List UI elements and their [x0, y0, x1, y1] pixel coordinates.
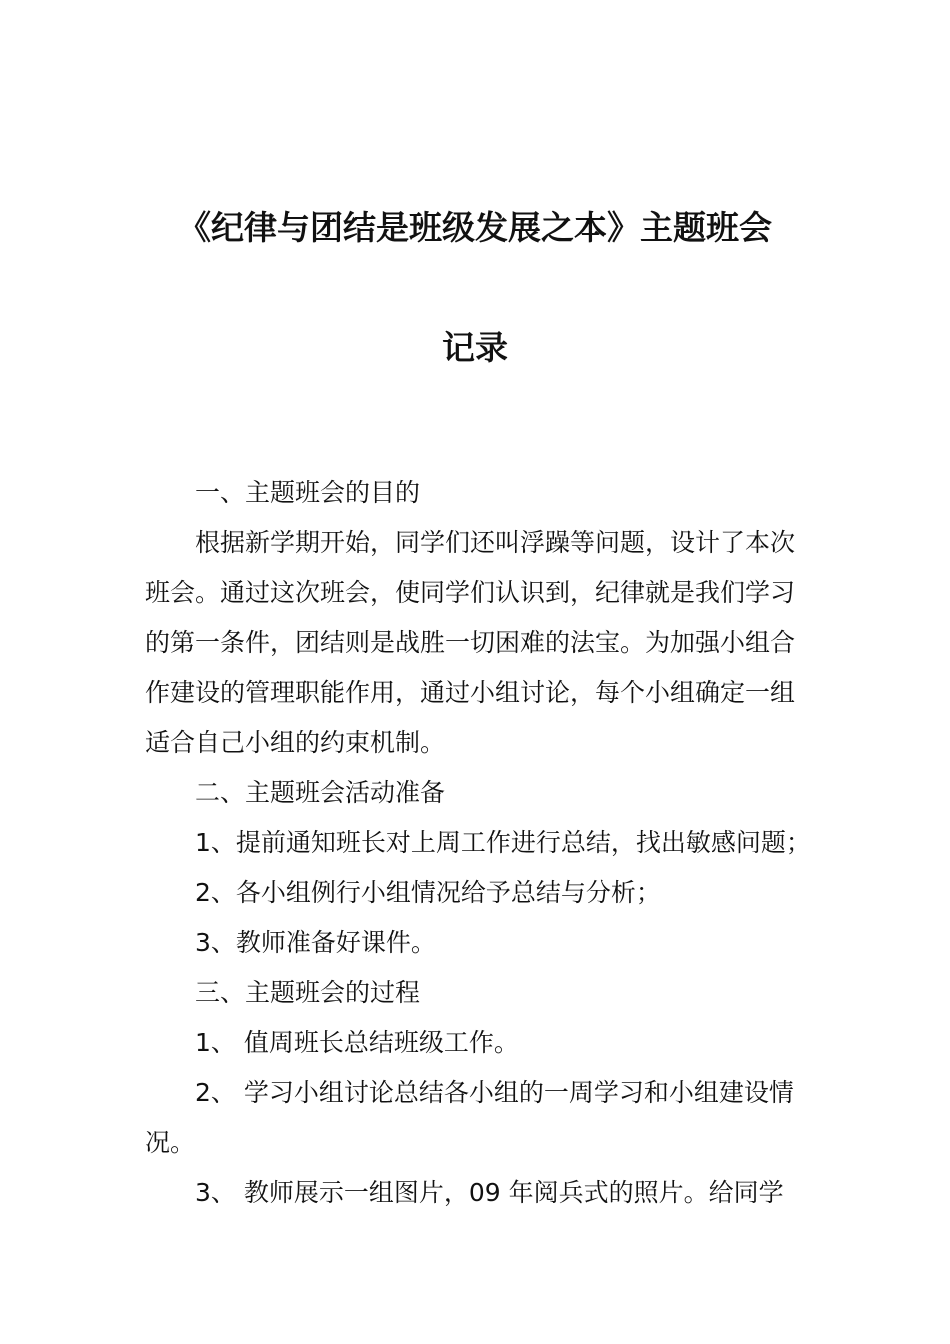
document-title-line-2: 记录 [442, 328, 508, 367]
document-title-line-1: 《纪律与团结是班级发展之本》主题班会 [178, 208, 772, 247]
list-item-preparation-3: 3、教师准备好课件。 [195, 928, 436, 957]
section-heading-preparation: 二、主题班会活动准备 [195, 778, 446, 807]
list-item-preparation-1: 1、提前通知班长对上周工作进行总结，找出敏感问题； [195, 828, 811, 857]
section-heading-process: 三、主题班会的过程 [195, 978, 421, 1007]
section-heading-purpose: 一、主题班会的目的 [195, 478, 421, 507]
paragraph-purpose: 根据新学期开始，同学们还叫浮躁等问题，设计了本次班会。通过这次班会，使同学们认识到，纪律就是我们学习的第一条件，团结则是战胜一切困难的法宝。为加强小组合作建设的管理职能作用，通过小组讨论，每个小组确定一组适合自己小组的约束机制。 [145, 528, 796, 757]
list-item-preparation-2: 2、各小组例行小组情况给予总结与分析； [195, 878, 661, 907]
list-item-process-1: 1、 值周班长总结班级工作。 [195, 1028, 519, 1057]
list-item-process-3: 3、 教师展示一组图片，09 年阅兵式的照片。给同学 [195, 1178, 784, 1207]
document-body [145, 468, 815, 1218]
list-item-process-2: 2、 学习小组讨论总结各小组的一周学习和小组建设情况。 [145, 1078, 794, 1157]
